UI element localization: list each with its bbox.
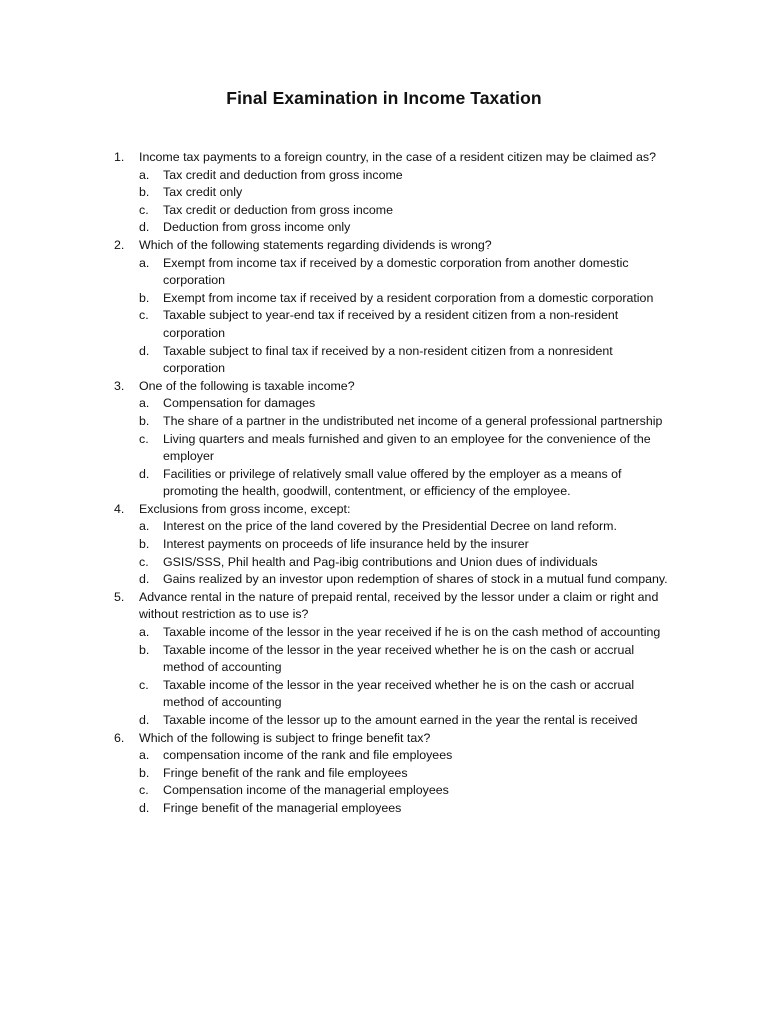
- answer-option: [139, 518, 674, 536]
- option-list: [139, 167, 674, 237]
- option-letter: a.: [139, 625, 150, 640]
- question-number: 2.: [114, 237, 125, 252]
- page-title: Final Examination in Income Taxation: [226, 88, 542, 108]
- option-letter: d.: [139, 220, 150, 235]
- question-number: 1.: [114, 150, 125, 164]
- option-letter: c.: [139, 677, 149, 692]
- option-text: Deduction from gross income only: [163, 220, 351, 235]
- answer-option: [139, 290, 674, 308]
- answer-option: [139, 624, 674, 642]
- option-list: [139, 747, 674, 817]
- option-list: [139, 395, 674, 501]
- answer-option: [139, 712, 674, 730]
- option-letter: c.: [139, 431, 149, 446]
- option-letter: c.: [139, 554, 149, 569]
- answer-option: [139, 571, 674, 589]
- answer-option: [139, 202, 674, 220]
- question-text: Income tax payments to a foreign country, in the case of a resident citizen may be claimed as?: [139, 150, 656, 164]
- option-letter: b.: [139, 413, 150, 428]
- question-text: Which of the following statements regarding dividends is wrong?: [139, 237, 492, 252]
- question-number: 4.: [114, 501, 125, 516]
- answer-option: [139, 395, 674, 413]
- option-text: Tax credit and deduction from gross income: [163, 167, 403, 182]
- option-letter: b.: [139, 537, 150, 552]
- option-text: Gains realized by an investor upon redemption of shares of stock in a mutual fund company.: [163, 572, 668, 587]
- answer-option: [139, 255, 674, 290]
- option-text: Interest payments on proceeds of life insurance held by the insurer: [163, 537, 529, 552]
- question-item: [114, 730, 674, 818]
- answer-option: [139, 536, 674, 554]
- option-letter: a.: [139, 167, 150, 182]
- answer-option: [139, 800, 674, 818]
- question-item: [114, 237, 674, 378]
- option-text: Taxable income of the lessor in the year received whether he is on the cash or accrual method of accounting: [163, 677, 635, 710]
- answer-option: [139, 167, 674, 185]
- answer-option: [139, 554, 674, 572]
- answer-option: [139, 747, 674, 765]
- option-text: Facilities or privilege of relatively small value offered by the employer as a means of promoting the health, goodwill, contentment, or efficiency of the employee.: [163, 466, 622, 499]
- option-letter: b.: [139, 290, 150, 305]
- answer-option: [139, 782, 674, 800]
- option-text: Taxable income of the lessor up to the amount earned in the year the rental is received: [163, 713, 638, 727]
- option-list: [139, 255, 674, 378]
- option-letter: c.: [139, 202, 149, 217]
- answer-option: [139, 765, 674, 783]
- option-text: Taxable subject to final tax if received by a non-resident citizen from a nonresident corporation: [163, 343, 613, 376]
- question-text: Advance rental in the nature of prepaid rental, received by the lessor under a claim or right and without restriction as to use is?: [139, 589, 659, 622]
- option-letter: d.: [139, 343, 150, 358]
- option-letter: c.: [139, 783, 149, 798]
- option-letter: a.: [139, 519, 150, 534]
- answer-option: [139, 466, 674, 501]
- answer-option: [139, 431, 674, 466]
- option-text: Exempt from income tax if received by a domestic corporation from another domestic corporation: [163, 255, 629, 288]
- question-number: 5.: [114, 589, 125, 604]
- option-letter: d.: [139, 713, 150, 727]
- option-text: compensation income of the rank and file employees: [163, 748, 453, 763]
- option-text: Taxable subject to year-end tax if received by a resident citizen from a non-resident corporation: [163, 308, 619, 340]
- option-letter: b.: [139, 185, 150, 200]
- option-letter: a.: [139, 396, 150, 411]
- answer-option: [139, 413, 674, 431]
- question-number: 3.: [114, 378, 125, 393]
- option-list: [139, 518, 674, 588]
- option-letter: d.: [139, 572, 150, 587]
- option-text: Tax credit only: [163, 185, 243, 200]
- option-text: Taxable income of the lessor in the year received whether he is on the cash or accrual method of accounting: [163, 642, 635, 675]
- option-letter: d.: [139, 466, 150, 481]
- question-item: [114, 378, 674, 501]
- option-letter: a.: [139, 748, 150, 763]
- option-letter: d.: [139, 800, 150, 815]
- answer-option: [139, 219, 674, 237]
- option-text: Interest on the price of the land covered by the Presidential Decree on land reform.: [163, 519, 617, 534]
- answer-option: [139, 343, 674, 378]
- question-text: Exclusions from gross income, except:: [139, 501, 351, 516]
- question-number: 6.: [114, 730, 125, 745]
- answer-option: [139, 307, 674, 342]
- question-item: [114, 589, 674, 730]
- option-text: Tax credit or deduction from gross income: [163, 202, 394, 217]
- option-text: Taxable income of the lessor in the year received if he is on the cash method of accounting: [163, 625, 661, 640]
- option-text: Fringe benefit of the managerial employees: [163, 800, 402, 815]
- question-text: One of the following is taxable income?: [139, 378, 355, 393]
- option-text: Compensation for damages: [163, 396, 316, 411]
- question-item: [114, 501, 674, 589]
- answer-option: [139, 184, 674, 202]
- option-text: The share of a partner in the undistributed net income of a general professional partnership: [163, 413, 663, 428]
- question-text: Which of the following is subject to fringe benefit tax?: [139, 730, 431, 745]
- answer-option: [139, 642, 674, 677]
- option-text: Exempt from income tax if received by a resident corporation from a domestic corporation: [163, 290, 654, 305]
- option-text: Fringe benefit of the rank and file employees: [163, 765, 408, 780]
- option-letter: b.: [139, 765, 150, 780]
- answer-option: [139, 677, 674, 712]
- option-letter: a.: [139, 255, 150, 270]
- option-list: [139, 624, 674, 730]
- question-item: [114, 149, 674, 237]
- option-letter: c.: [139, 308, 149, 323]
- question-list: [114, 149, 674, 818]
- option-text: GSIS/SSS, Phil health and Pag-ibig contributions and Union dues of individuals: [163, 554, 598, 569]
- option-letter: b.: [139, 642, 150, 657]
- option-text: Compensation income of the managerial employees: [163, 783, 449, 798]
- option-text: Living quarters and meals furnished and given to an employee for the convenience of the employer: [163, 431, 651, 464]
